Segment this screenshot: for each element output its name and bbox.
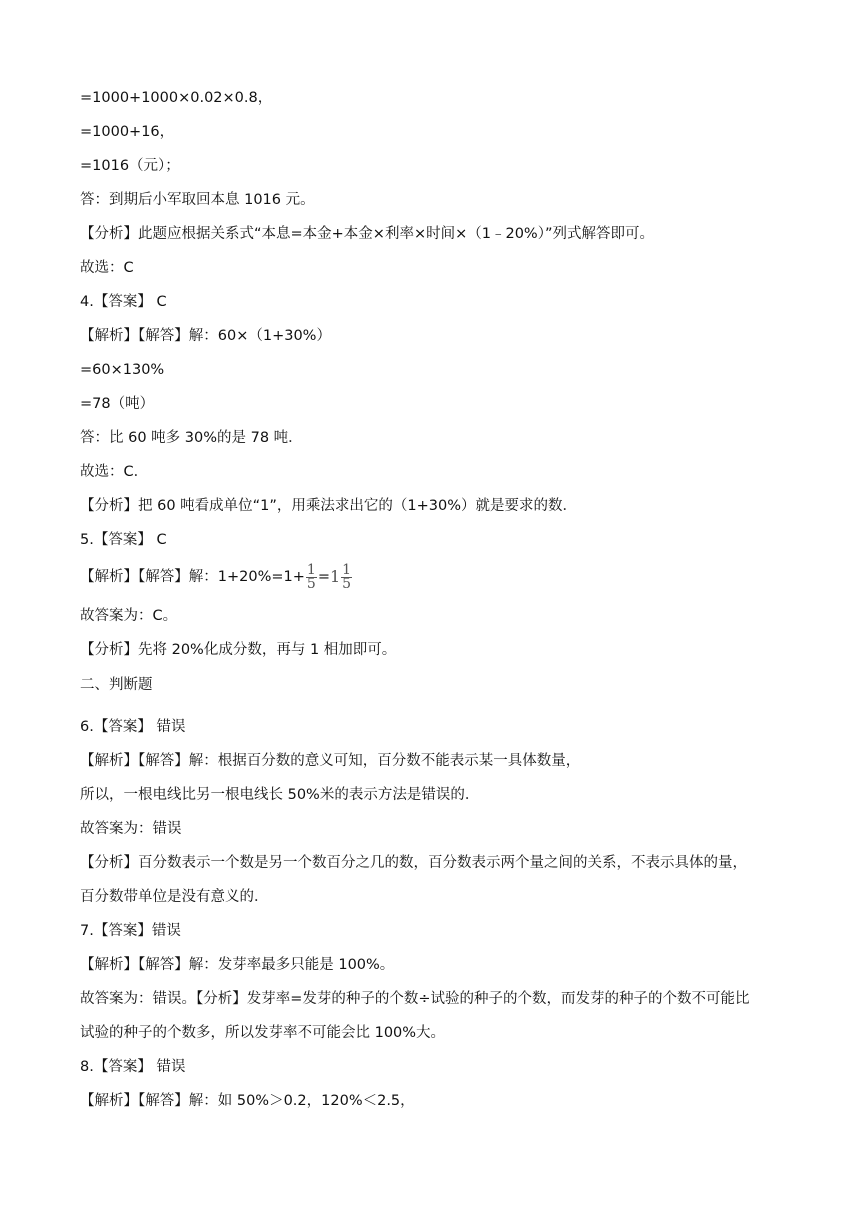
text-line: 【分析】此题应根据关系式“本息=本金+本金×利率×时间×（1﹣20%）”列式解答即可。 — [80, 226, 654, 242]
fraction — [306, 561, 317, 592]
text-line: 8.【答案】 错误 — [80, 1059, 186, 1075]
text-line: 【分析】把 60 吨看成单位“1”，用乘法求出它的（1+30%）就是要求的数． — [80, 498, 578, 514]
fraction-denominator: 5 — [342, 575, 352, 592]
text-line: 【分析】先将 20%化成分数，再与 1 相加即可。 — [80, 642, 397, 658]
text-line: 4.【答案】 C — [80, 294, 167, 310]
text-line: =1016（元）； — [80, 158, 180, 174]
text-line: 答：到期后小军取回本息 1016 元。 — [80, 192, 315, 208]
text-line: 故答案为：C。 — [80, 608, 178, 624]
text-line: 【解析】【解答】解：如 50%＞0.2，120%＜2.5， — [80, 1093, 415, 1109]
text-line: 【分析】百分数表示一个数是另一个数百分之几的数，百分数表示两个量之间的关系，不表示具体的量， — [80, 855, 747, 871]
fraction-denominator: 5 — [306, 575, 316, 592]
text-line: 6.【答案】 错误 — [80, 719, 186, 735]
fraction — [341, 561, 352, 592]
text-line: 所以，一根电线比另一根电线长 50%米的表示方法是错误的． — [80, 787, 480, 803]
mixed-number-whole: 1 — [329, 567, 341, 586]
text-line: =60×130% — [80, 362, 165, 378]
text-line: 故答案为：错误。【分析】发芽率=发芽的种子的个数÷试验的种子的个数，而发芽的种子的个数不可能比 — [80, 991, 750, 1007]
text-line: =1000+16， — [80, 124, 175, 140]
equals-sign: = — [317, 569, 330, 585]
text-line: 7.【答案】错误 — [80, 923, 181, 939]
fraction-numerator: 1 — [342, 561, 352, 578]
text-line: 【解析】【解答】解：发芽率最多只能是 100%。 — [80, 957, 395, 973]
text-line: 答：比 60 吨多 30%的是 78 吨． — [80, 430, 303, 446]
q5-solution-line — [80, 563, 353, 591]
text-line: =1000+1000×0.02×0.8， — [80, 90, 273, 106]
q5-solution-prefix: 【解析】【解答】解：1+20%=1+ — [80, 569, 305, 585]
text-line: =78（吨） — [80, 396, 155, 412]
text-line: 故选：C． — [80, 464, 149, 480]
text-line: 故选：C — [80, 260, 134, 276]
text-line: 【解析】【解答】解：60×（1+30%） — [80, 328, 331, 344]
section-heading: 二、判断题 — [80, 677, 153, 693]
fraction-numerator: 1 — [306, 561, 316, 578]
text-line: 【解析】【解答】解：根据百分数的意义可知，百分数不能表示某一具体数量， — [80, 753, 581, 769]
text-line: 百分数带单位是没有意义的． — [80, 889, 269, 905]
text-line: 试验的种子的个数多，所以发芽率不可能会比 100%大。 — [80, 1025, 446, 1041]
text-line: 故答案为：错误 — [80, 821, 182, 837]
text-line: 5.【答案】 C — [80, 532, 167, 548]
